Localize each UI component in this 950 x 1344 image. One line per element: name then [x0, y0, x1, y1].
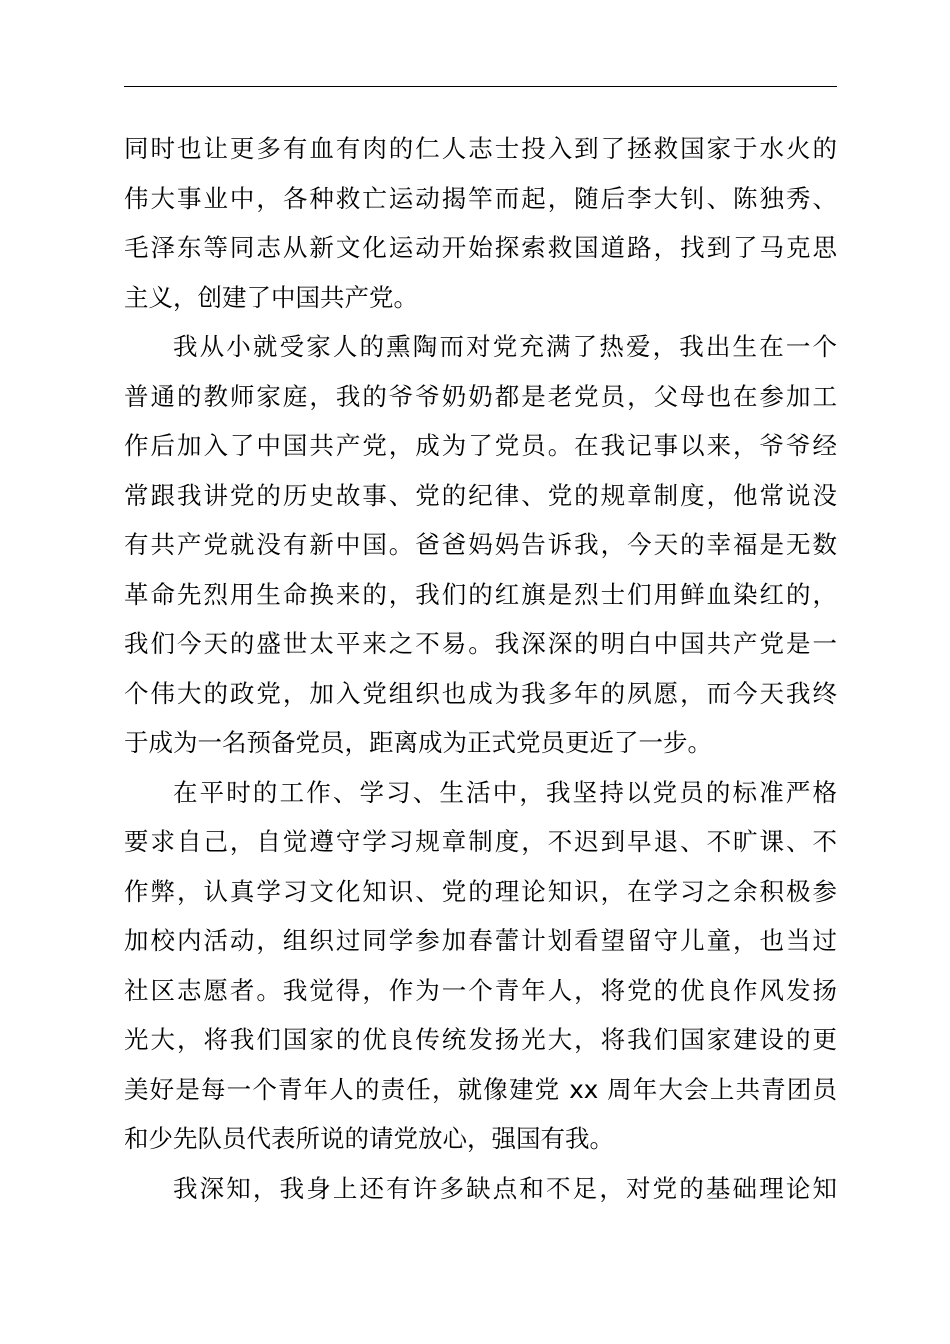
text-line: 我深知，我身上还有许多缺点和不足，对党的基础理论知 [173, 1173, 837, 1203]
text-line: 作后加入了中国共产党，成为了党员。在我记事以来，爷爷经 [124, 431, 837, 460]
text-line: 我们今天的盛世太平来之不易。我深深的明白中国共产党是一 [124, 629, 837, 658]
text-line: 伟大事业中，各种救亡运动揭竿而起，随后李大钊、陈独秀、 [124, 183, 837, 213]
body-text [124, 124, 837, 1213]
text-line: 常跟我讲党的历史故事、党的纪律、党的规章制度，他常说没 [124, 480, 837, 510]
text-line: 普通的教师家庭，我的爷爷奶奶都是老党员，父母也在参加工 [124, 381, 837, 411]
text-line: 于成为一名预备党员，距离成为正式党员更近了一步。 [124, 728, 712, 757]
text-line: 个伟大的政党，加入党组织也成为我多年的夙愿，而今天我终 [124, 678, 837, 708]
text-line: 革命先烈用生命换来的，我们的红旗是烈士们用鲜血染红的， [124, 579, 837, 609]
header-rule [124, 86, 837, 87]
text-line: 毛泽东等同志从新文化运动开始探索救国道路，找到了马克思 [124, 233, 837, 262]
text-line: 作弊，认真学习文化知识、党的理论知识，在学习之余积极参 [124, 876, 837, 906]
text-line: 有共产党就没有新中国。爸爸妈妈告诉我，今天的幸福是无数 [124, 530, 837, 559]
text-line: 社区志愿者。我觉得，作为一个青年人，将党的优良作风发扬 [124, 975, 837, 1005]
text-line: 同时也让更多有血有肉的仁人志士投入到了拯救国家于水火的 [124, 134, 837, 163]
text-line: 美好是每一个青年人的责任，就像建党 xx 周年大会上共青团员 [124, 1074, 837, 1104]
text-line: 光大，将我们国家的优良传统发扬光大，将我们国家建设的更 [124, 1025, 837, 1054]
text-line: 加校内活动，组织过同学参加春蕾计划看望留守儿童，也当过 [124, 926, 837, 955]
text-line: 我从小就受家人的熏陶而对党充满了热爱，我出生在一个 [173, 332, 837, 361]
text-line: 主义，创建了中国共产党。 [124, 282, 418, 312]
text-line: 和少先队员代表所说的请党放心，强国有我。 [124, 1124, 614, 1153]
text-line: 在平时的工作、学习、生活中，我坚持以党员的标准严格 [173, 777, 837, 807]
text-line: 要求自己，自觉遵守学习规章制度，不迟到早退、不旷课、不 [124, 827, 837, 856]
